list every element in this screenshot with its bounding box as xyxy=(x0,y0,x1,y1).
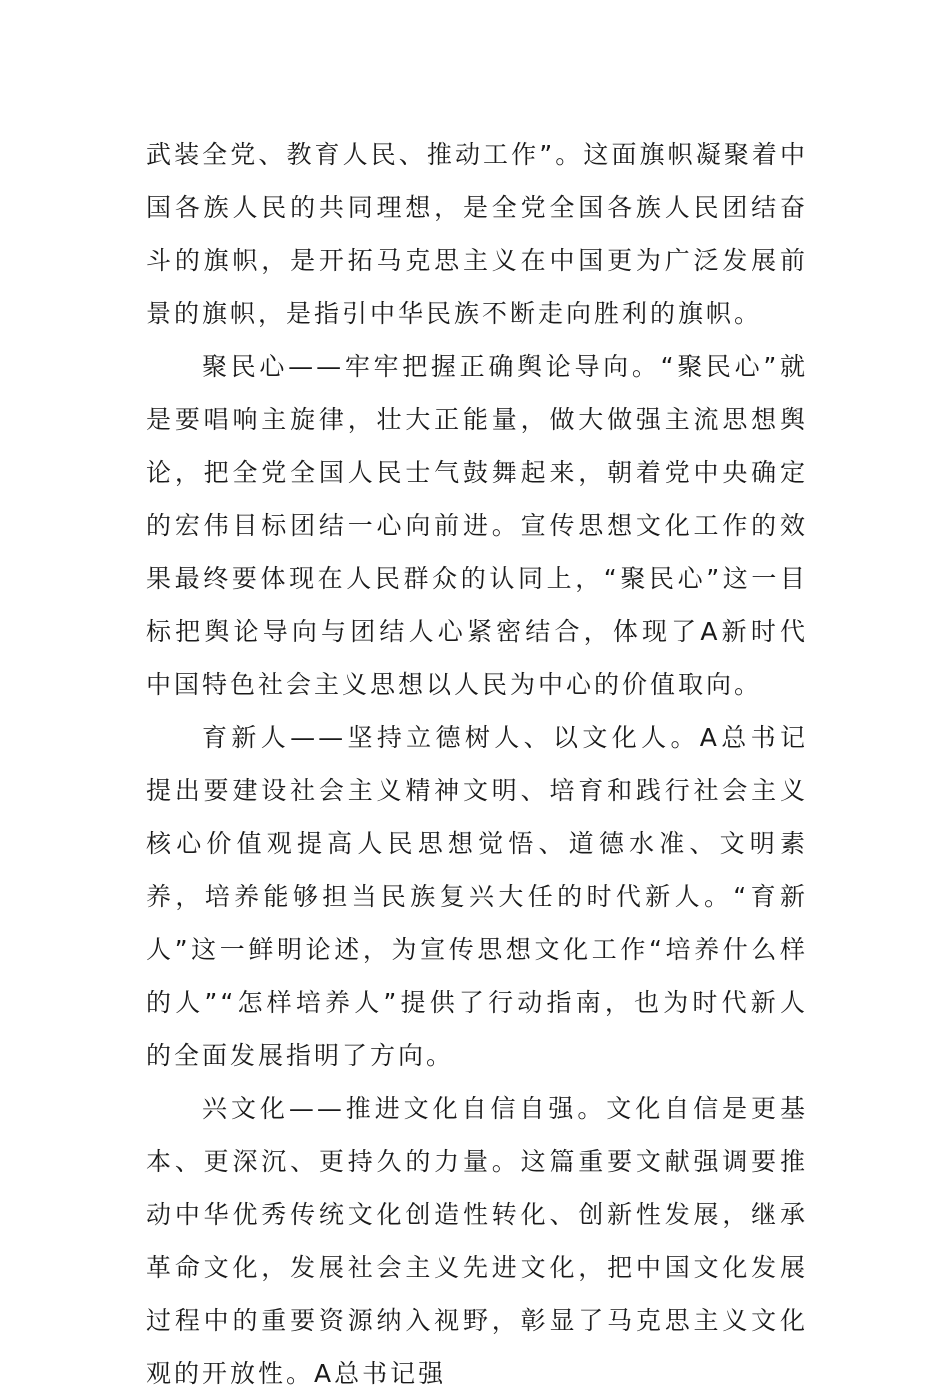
paragraph-xing-wen-hua: 兴文化——推进文化自信自强。文化自信是更基本、更深沉、更持久的力量。这篇重要文献强调要推动中华优秀传统文化创造性转化、创新性发展，继承革命文化，发展社会主义先进文化，把中国文化发展过程中的重要资源纳入视野，彰显了马克思主义文化观的开放性。A总书记强 xyxy=(146,1094,808,1388)
paragraph-continuation: 武装全党、教育人民、推动工作”。这面旗帜凝聚着中国各族人民的共同理想，是全党全国各族人民团结奋斗的旗帜，是开拓马克思主义在中国更为广泛发展前景的旗帜，是指引中华民族不断走向胜利的旗帜。 xyxy=(146,140,808,328)
paragraph-ju-min-xin: 聚民心——牢牢把握正确舆论导向。“聚民心”就是要唱响主旋律，壮大正能量，做大做强主流思想舆论，把全党全国人民士气鼓舞起来，朝着党中央确定的宏伟目标团结一心向前进。宣传思想文化工作的效果最终要体现在人民群众的认同上，“聚民心”这一目标把舆论导向与团结人心紧密结合，体现了A新时代中国特色社会主义思想以人民为中心的价值取向。 xyxy=(146,352,808,699)
paragraph-yu-xin-ren: 育新人——坚持立德树人、以文化人。A总书记提出要建设社会主义精神文明、培育和践行社会主义核心价值观提高人民思想觉悟、道德水准、文明素养，培养能够担当民族复兴大任的时代新人。“育新人”这一鲜明论述，为宣传思想文化工作“培养什么样的人”“怎样培养人”提供了行动指南，也为时代新人的全面发展指明了方向。 xyxy=(146,723,808,1070)
document-body xyxy=(146,128,808,1400)
